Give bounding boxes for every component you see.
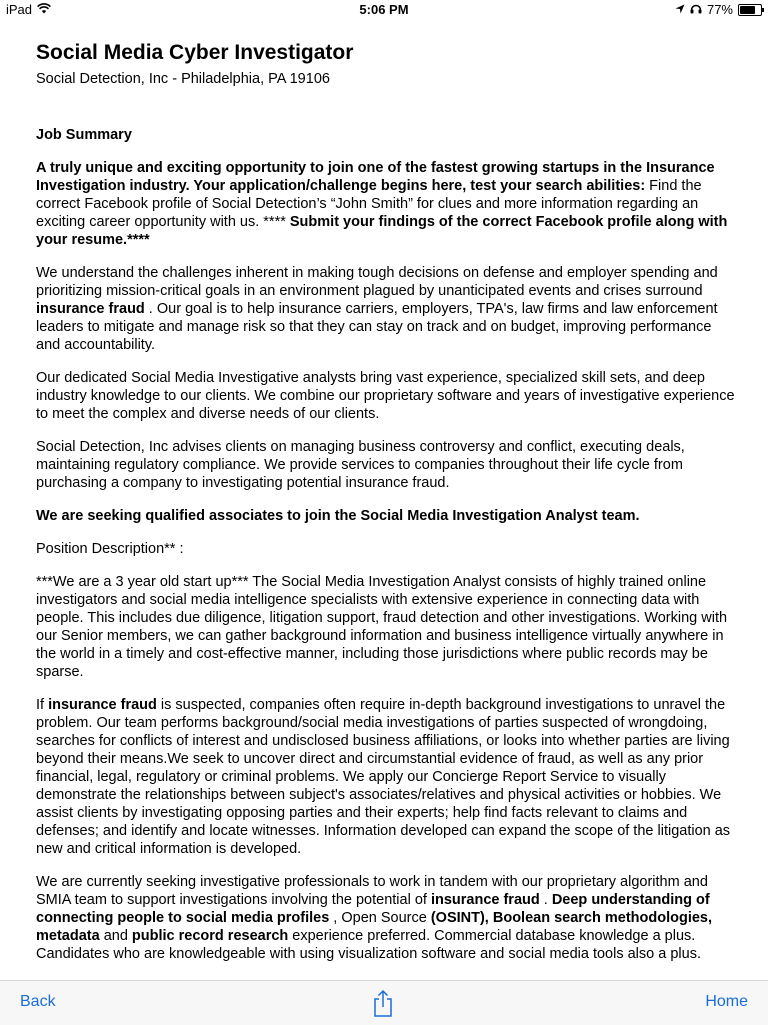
job-posting-content — [36, 40, 736, 980]
req-bold-4: public record research — [131, 928, 289, 944]
paragraph-startup: ***We are a 3 year old start up*** The Social Media Investigation Analyst consists of highly trained online investigators and social media intelligence specialists with extensive experience in connecting data with people. This includes due diligence, litigation support, fraud detection and other investigations. Working with our Senior members, we can gather background information and business intelligence virtually anywhere in the world in a timely and cost-effective manner, including those jurisdictions where public records may be sparse. — [36, 574, 728, 680]
req-bold-2: Deep understanding of connecting people to social media profiles — [36, 892, 710, 926]
company-location: Social Detection, Inc - Philadelphia, PA 19106 — [36, 71, 330, 87]
intro-text-1: Find the correct Facebook profile of Social Detection’s “John Smith” for clues and more information regarding an exciting career opportunity with us. **** — [36, 178, 702, 230]
status-right — [675, 2, 762, 17]
fraud-bold-1: insurance fraud — [48, 697, 157, 713]
challenges-text-2: . Our goal is to help insurance carriers, employers, TPA's, law firms and law enforcement leaders to mitigate and manage risk so that they can stay on track and on budget, improving performance and accountability. — [36, 301, 718, 353]
paragraph-challenges — [36, 264, 736, 354]
status-bar — [0, 0, 768, 20]
fraud-text-2: is suspected, companies often require in-depth background investigations to unravel the problem. Our team performs background/social media investigations of parties suspected of wrongdoing, searches for conflicts of interest and undisclosed business affiliations, or looks into whether parties are living beyond their means.We seek to uncover direct and circumstantial evidence of fraud, as well as any prior financial, legal, regulatory or criminal problems. We apply our Concierge Report Service to visually demonstrate the relationships between subject's associates/relatives and physical activities or hobbies. We assist clients by investigating opposing parties and their experts; help find facts relevant to claims and defenses; and identify and locate witnesses. Information developed can expand the scope of the litigation as new and critical information is developed. — [36, 697, 731, 857]
paragraph-advises: Social Detection, Inc advises clients on managing business controversy and conflict, executing deals, maintaining regulatory compliance. We provide services to companies throughout their life cycle from purchasing a company to investigating potential insurance fraud. — [36, 439, 685, 491]
paragraph-fraud — [36, 696, 736, 858]
fraud-text-1: If — [36, 697, 49, 713]
paragraph-analysts: Our dedicated Social Media Investigative analysts bring vast experience, specialized skill sets, and deep industry knowledge to our clients. We combine our proprietary software and years of investigative experience to meet the complex and diverse needs of our clients. — [36, 370, 735, 422]
req-text-4: and — [99, 928, 132, 944]
bottom-toolbar — [0, 980, 768, 1025]
req-text-3: , Open Source — [329, 910, 431, 926]
headphones-icon — [690, 2, 702, 17]
paragraph-intro — [36, 159, 736, 249]
share-icon[interactable] — [372, 989, 394, 1017]
job-title: Social Media Cyber Investigator — [36, 41, 354, 64]
paragraph-seeking — [36, 507, 736, 525]
req-text-2: . — [539, 892, 552, 908]
job-summary-heading: Job Summary — [36, 127, 132, 143]
battery-tip — [762, 8, 764, 12]
device-label: iPad — [6, 2, 33, 17]
back-button[interactable]: Back — [20, 993, 56, 1010]
req-text-5: experience preferred. Commercial database knowledge a plus. Candidates who are knowledgeable with using visualization software and social media tools also a plus. — [36, 928, 701, 962]
battery-percent: 77% — [706, 2, 733, 17]
req-bold-3: (OSINT), Boolean search methodologies, metadata — [36, 910, 713, 944]
status-time: 5:06 PM — [359, 2, 409, 17]
location-arrow-icon — [675, 2, 685, 17]
battery-icon — [738, 4, 762, 16]
challenges-bold-1: insurance fraud — [36, 301, 145, 317]
intro-bold-1: A truly unique and exciting opportunity to join one of the fastest growing startups in the Insurance Investigation industry. Your application/challenge begins here, test your search abilities: — [36, 160, 715, 194]
paragraph-position-label: Position Description** : — [36, 541, 184, 557]
challenges-text-1: We understand the challenges inherent in making tough decisions on defense and employer spending and prioritizing mission-critical goals in an environment plagued by unanticipated events and crises surround — [36, 265, 718, 299]
req-bold-1: insurance fraud — [430, 892, 540, 908]
req-text-1: We are currently seeking investigative professionals to work in tandem with our proprietary algorithm and SMIA team to support investigations involving the potential of — [36, 874, 708, 908]
intro-bold-2: Submit your findings of the correct Facebook profile along with your resume.**** — [36, 214, 728, 248]
home-button[interactable]: Home — [705, 993, 748, 1010]
seeking-bold: We are seeking qualified associates to join the Social Media Investigation Analyst team. — [36, 508, 640, 524]
paragraph-requirements — [36, 873, 736, 963]
battery-fill — [740, 6, 755, 14]
